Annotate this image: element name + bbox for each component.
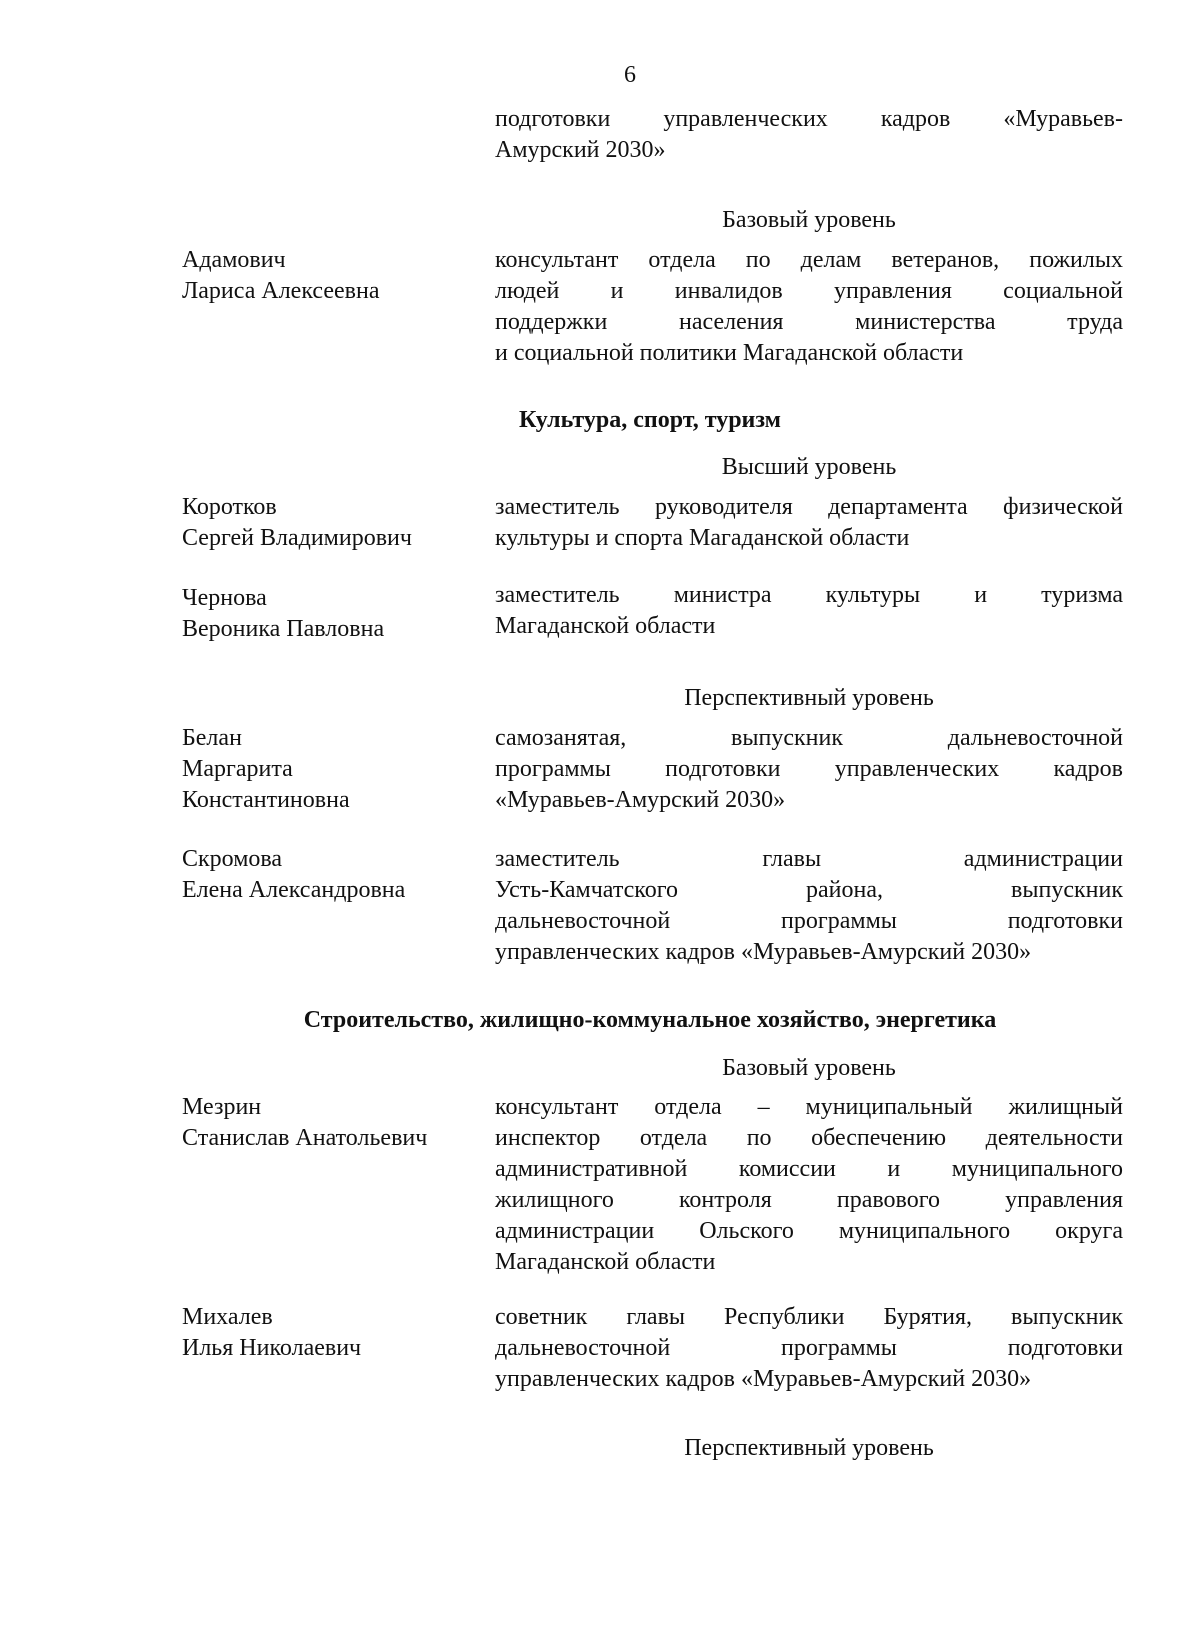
desc-line: Магаданской области [495, 613, 716, 639]
surname: Скромова [182, 846, 283, 872]
desc-line: управленческих кадров «Муравьев-Амурский 2030» [495, 1366, 1032, 1392]
section-title-culture: Культура, спорт, туризм [518, 407, 782, 433]
desc-line: заместитель главы администрации [495, 846, 1123, 872]
given-name: Лариса Алексеевна [182, 278, 380, 304]
desc-line: административной комиссии и муниципального [495, 1156, 1123, 1182]
level-heading-perspective: Перспективный уровень [684, 685, 934, 711]
surname: Белан [182, 725, 242, 751]
person-position-mikhalev [495, 1302, 1123, 1395]
given-name: Сергей Владимирович [182, 525, 412, 551]
desc-line: консультант отдела по делам ветеранов, пожилых [495, 247, 1123, 273]
person-name-adamovich [182, 245, 472, 307]
page-number: 6 [624, 62, 636, 88]
person-name-belan [182, 723, 472, 816]
desc-line: управленческих кадров «Муравьев-Амурский 2030» [495, 939, 1032, 965]
person-position-korotkov [495, 492, 1123, 554]
desc-line: советник главы Республики Бурятия, выпускник [495, 1304, 1123, 1330]
desc-line: консультант отдела – муниципальный жилищный [495, 1094, 1123, 1120]
surname: Михалев [182, 1304, 273, 1330]
desc-line: и социальной политики Магаданской области [495, 340, 964, 366]
desc-line: самозанятая, выпускник дальневосточной [495, 725, 1123, 751]
person-name-mikhalev [182, 1302, 472, 1364]
desc-line: «Муравьев-Амурский 2030» [495, 787, 786, 813]
desc-line: Усть-Камчатского района, выпускник [495, 877, 1123, 903]
person-position-adamovich [495, 245, 1123, 369]
level-heading-high: Высший уровень [721, 454, 897, 480]
patronymic: Константиновна [182, 787, 350, 813]
desc-line: жилищного контроля правового управления [495, 1187, 1123, 1213]
given-name: Маргарита [182, 756, 293, 782]
person-name-korotkov [182, 492, 472, 554]
person-position-belan [495, 723, 1123, 816]
level-heading-basic: Базовый уровень [722, 1055, 896, 1081]
person-name-skromova [182, 844, 472, 906]
desc-line: программы подготовки управленческих кадров [495, 756, 1123, 782]
surname: Коротков [182, 494, 277, 520]
person-name-mezrin [182, 1092, 472, 1154]
desc-line: дальневосточной программы подготовки [495, 908, 1123, 934]
desc-line: инспектор отдела по обеспечению деятельности [495, 1125, 1123, 1151]
desc-line: поддержки населения министерства труда [495, 309, 1123, 335]
desc-line: Магаданской области [495, 1249, 716, 1275]
desc-line: администрации Ольского муниципального округа [495, 1218, 1123, 1244]
desc-line: Амурский 2030» [495, 137, 666, 163]
level-heading-perspective: Перспективный уровень [684, 1435, 934, 1461]
level-heading-basic: Базовый уровень [722, 207, 896, 233]
surname: Адамович [182, 247, 286, 273]
person-position-mezrin [495, 1092, 1123, 1278]
given-name: Елена Александровна [182, 877, 406, 903]
desc-line: культуры и спорта Магаданской области [495, 525, 910, 551]
person-position-chernova [495, 580, 1123, 642]
desc-line: заместитель министра культуры и туризма [495, 582, 1123, 608]
desc-line: людей и инвалидов управления социальной [495, 278, 1123, 304]
given-name: Станислав Анатольевич [182, 1125, 428, 1151]
desc-line: подготовки управленческих кадров «Муравьев- [495, 106, 1123, 132]
desc-line: дальневосточной программы подготовки [495, 1335, 1123, 1361]
continuation-text [495, 104, 1123, 166]
surname: Мезрин [182, 1094, 262, 1120]
person-position-skromova [495, 844, 1123, 968]
person-name-chernova [182, 583, 472, 645]
given-name: Илья Николаевич [182, 1335, 362, 1361]
desc-line: заместитель руководителя департамента физической [495, 494, 1123, 520]
given-name: Вероника Павловна [182, 616, 385, 642]
section-title-construction: Строительство, жилищно-коммунальное хозяйство, энергетика [303, 1007, 997, 1033]
surname: Чернова [182, 585, 267, 611]
